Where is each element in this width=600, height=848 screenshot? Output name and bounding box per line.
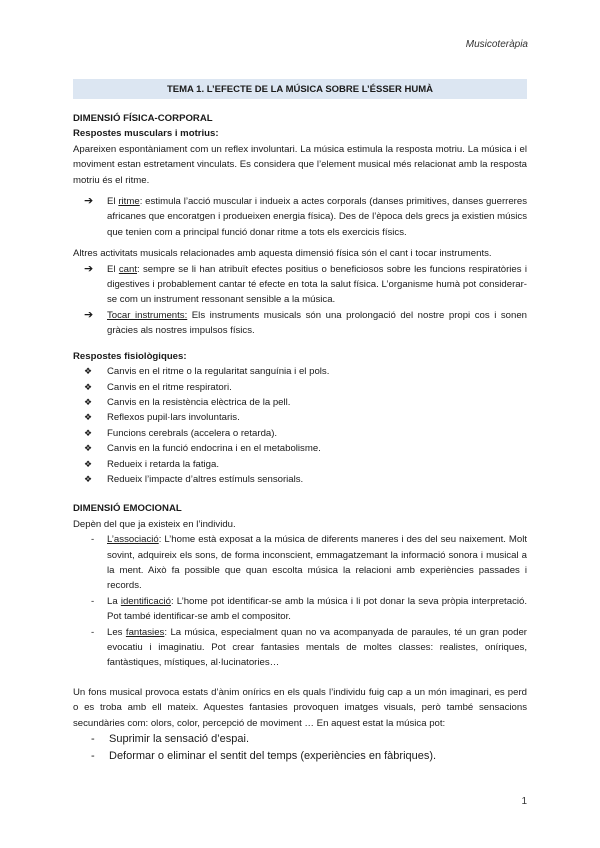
list-item: ❖ Canvis en la funció endocrina i en el metabolisme. <box>73 441 527 456</box>
diamond-bullet-icon: ❖ <box>84 366 93 377</box>
list-item-rhythm: ➔ El ritme: estimula l’acció muscular i indueix a actes corporals (danses primitives, danses guerreres africanes que encoratgen i produeixen energia física). Des de l’època dels grecs ja existien músics que tenien com a principal funció donar ritme a tots els exercicis físics. <box>84 195 528 238</box>
document-body <box>73 111 527 765</box>
list-item-singing: ➔ El cant: sempre se li han atribuït efectes positius o beneficiosos sobre les funcions respiratòries i digestives i probablement cantar té efecte en tota la salut física. L’organisme humà pot considerar-se com un instrument ressonant sensible a la música. <box>84 262 527 306</box>
diamond-bullet-icon: ❖ <box>84 473 93 484</box>
motor-responses-heading: Respostes musculars i motrius: <box>73 128 219 140</box>
activities-list <box>73 262 527 339</box>
term-instruments: Tocar instruments: <box>107 309 188 321</box>
emotional-list <box>73 532 527 671</box>
arrow-icon: ➔ <box>84 262 94 275</box>
arrow-icon: ➔ <box>84 308 94 321</box>
page-number: 1 <box>521 796 527 807</box>
dash-bullet: - <box>91 534 95 546</box>
diamond-bullet-icon: ❖ <box>84 458 93 469</box>
list-item: ❖ Reflexos pupil·lars involuntaris. <box>73 410 527 425</box>
term-rhythm: ritme <box>118 196 140 208</box>
list-item: ❖ Redueix i retarda la fatiga. <box>73 457 527 472</box>
list-item: ❖ Redueix l’impacte d’altres estímuls sensorials. <box>73 472 527 487</box>
emotional-intro: Depèn del que ja existeix en l’individu. <box>73 518 236 530</box>
term-association: L’associació <box>107 534 159 546</box>
list-item: ❖ Canvis en la resistència elèctrica de la pell. <box>73 395 527 410</box>
diamond-bullet-icon: ❖ <box>84 427 93 438</box>
diamond-bullet-icon: ❖ <box>84 412 93 423</box>
diamond-bullet-icon: ❖ <box>84 396 93 407</box>
emotional-dimension-heading: DIMENSIÓ EMOCIONAL <box>73 503 182 515</box>
list-item-association: - L’associació: L’home està exposat a la música de diferents maneres i des del seu naixement. Molt sovint, adquireix els sons, de forma inconscient, emmagatzemant la informació sonora i musical a la ment. Això fa possible que quan escolta música la relacioni amb experiències passades i records. <box>91 534 527 592</box>
list-item-identification: - La identificació: L’home pot identificar-se amb la música i li pot donar la seva pròpia interpretació. Pot també identificar-se amb el compositor. <box>91 595 527 623</box>
dash-bullet: - <box>91 733 95 746</box>
physical-dimension-heading: DIMENSIÓ FÍSICA-CORPORAL <box>73 113 213 124</box>
dash-bullet: - <box>91 595 95 607</box>
term-singing: cant <box>118 263 137 275</box>
diamond-bullet-icon: ❖ <box>84 381 93 392</box>
rhythm-list <box>73 194 527 240</box>
arrow-icon: ➔ <box>84 195 94 208</box>
list-item: ❖ Funcions cerebrals (accelera o retarda). <box>73 426 527 441</box>
list-item-fantasies: - Les fantasies: La música, especialment quan no va acompanyada de paraules, té un gran poder evocatiu i imaginatiu. Pot crear fantasies mentals de moltes classes: realistes, oníriques, fantàstiques, místiques, al·lucinatories… <box>91 626 527 669</box>
closing-paragraph: Un fons musical provoca estats d’ànim onírics en els quals l’individu fuig cap a un món imaginari, es perd o es troba amb ell mateix. Aquestes fantasies provoquen imatges visuals, però també sensacions secundàries com: olors, color, percepció de moviment … En aquest estat la música pot: <box>73 686 527 729</box>
dash-bullet: - <box>91 750 95 763</box>
list-item: ❖ Canvis en el ritme o la regularitat sanguínia i el pols. <box>73 364 527 379</box>
physiological-list <box>73 364 527 487</box>
physiological-responses-heading: Respostes fisiològiques: <box>73 350 187 362</box>
list-item-instruments: ➔ Tocar instruments: Els instruments musicals són una prolongació del nostre propi cos i sonen gràcies als nostres impulsos físics. <box>84 308 527 337</box>
list-item: - Suprimir la sensació d’espai. <box>73 731 527 748</box>
list-item: ❖ Canvis en el ritme respiratori. <box>73 380 527 395</box>
dash-bullet: - <box>91 626 95 638</box>
topic-title-box <box>73 79 527 99</box>
topic-title: TEMA 1. L’EFECTE DE LA MÚSICA SOBRE L’ÉSSER HUMÀ <box>166 83 434 95</box>
music-effects-list <box>73 731 527 765</box>
other-activities-paragraph: Altres activitats musicals relacionades amb aquesta dimensió física són el cant i tocar instruments. <box>73 248 492 260</box>
list-item: - Deformar o eliminar el sentit del temps (experiències en fàbriques). <box>73 748 527 765</box>
term-fantasies: fantasies <box>125 626 165 638</box>
motor-paragraph: Apareixen espontàniament com un reflex involuntari. La música estimula la resposta motriu. La música i el moviment estan estretament vinculats. Es considera que l’element musical més relacionat amb la resposta motriu és el ritme. <box>73 143 527 186</box>
running-header: Musicoteràpia <box>465 39 528 50</box>
diamond-bullet-icon: ❖ <box>84 443 93 454</box>
term-identification: identificació <box>120 595 171 607</box>
